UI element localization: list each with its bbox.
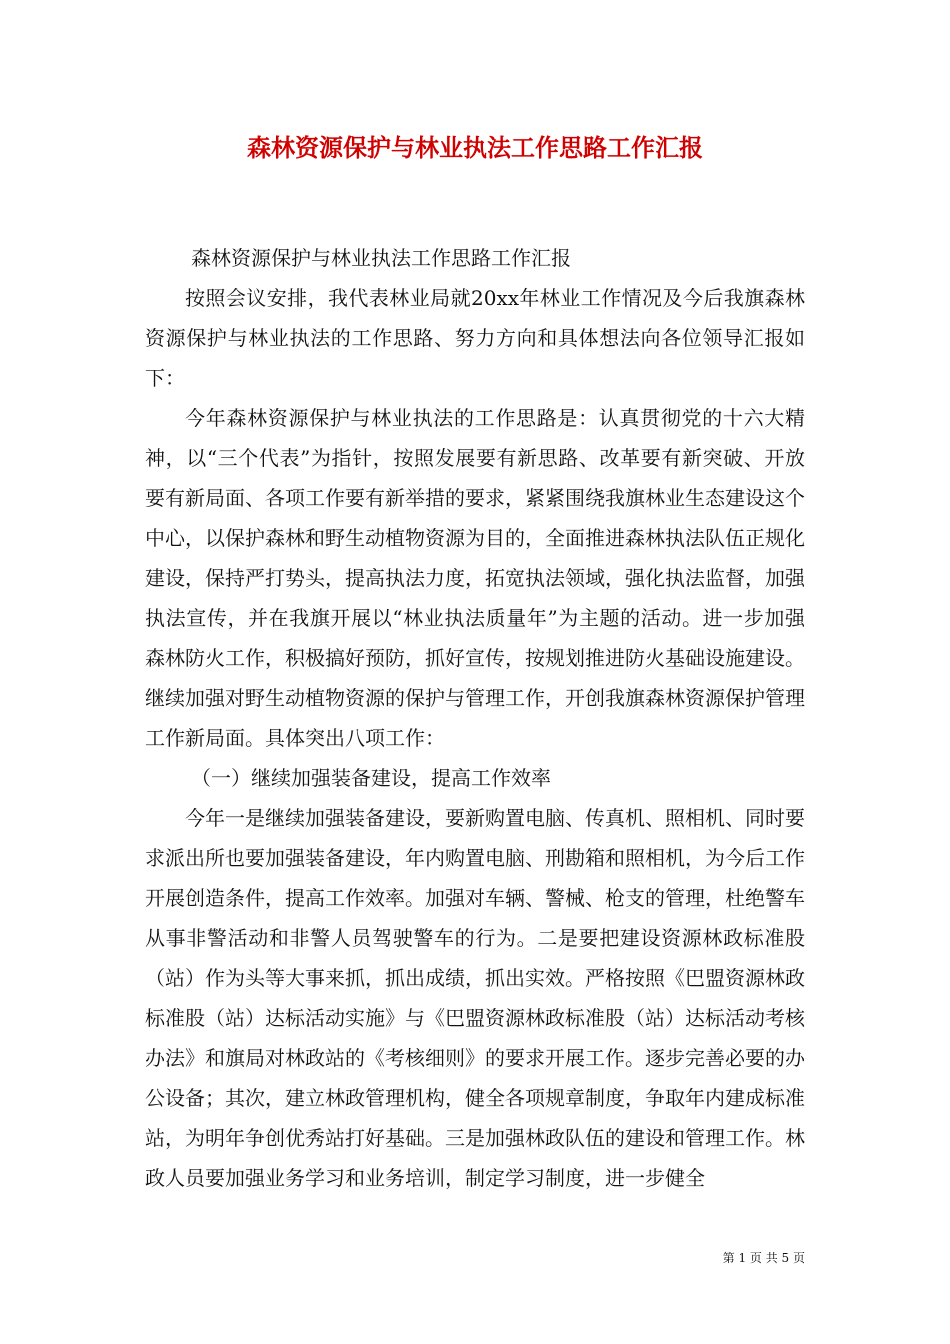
section-heading-1: （一）继续加强装备建设，提高工作效率 <box>191 766 551 790</box>
paragraph-work-ideas: 今年森林资源保护与林业执法的工作思路是：认真贯彻党的十六大精神，以“三个代表”为指针，按照发展要有新思路、改革要有新突破、开放要有新局面、各项工作要有新举措的要求，紧紧围绕我旗林业生态建设这个中心，以保护森林和野生动植物资源为目的，全面推进森林执法队伍正规化建设，保持严打势头，提高执法力度，拓宽执法领域，强化执法监督，加强执法宣传，并在我旗开展以“林业执法质量年”为主题的活动。进一步加强森林防火工作，积极搞好预防，抓好宣传，按规划推进防火基础设施建设。继续加强对野生动植物资源的保护与管理工作，开创我旗森林资源保护管理工作新局面。具体突出八项工作： <box>145 406 805 750</box>
document-body <box>145 238 805 1198</box>
body-subtitle: 森林资源保护与林业执法工作思路工作汇报 <box>191 246 571 270</box>
page-footer: 第 1 页 共 5 页 <box>722 1251 805 1265</box>
paragraph-equipment: 今年一是继续加强装备建设，要新购置电脑、传真机、照相机、同时要求派出所也要加强装备建设，年内购置电脑、刑勘箱和照相机，为今后工作开展创造条件，提高工作效率。加强对车辆、警械、枪支的管理，杜绝警车从事非警活动和非警人员驾驶警车的行为。二是要把建设资源林政标准股（站）作为头等大事来抓，抓出成绩，抓出实效。严格按照《巴盟资源林政标准股（站）达标活动实施》与《巴盟资源林政标准股（站）达标活动考核办法》和旗局对林政站的《考核细则》的要求开展工作。逐步完善必要的办公设备；其次，建立林政管理机构，健全各项规章制度，争取年内建成标准站，为明年争创优秀站打好基础。三是加强林政队伍的建设和管理工作。林政人员要加强业务学习和业务培训，制定学习制度，进一步健全 <box>145 806 805 1190</box>
paragraph-intro: 按照会议安排，我代表林业局就20xx年林业工作情况及今后我旗森林资源保护与林业执法的工作思路、努力方向和具体想法向各位领导汇报如下： <box>145 286 805 390</box>
document-title: 森林资源保护与林业执法工作思路工作汇报 <box>247 133 703 162</box>
